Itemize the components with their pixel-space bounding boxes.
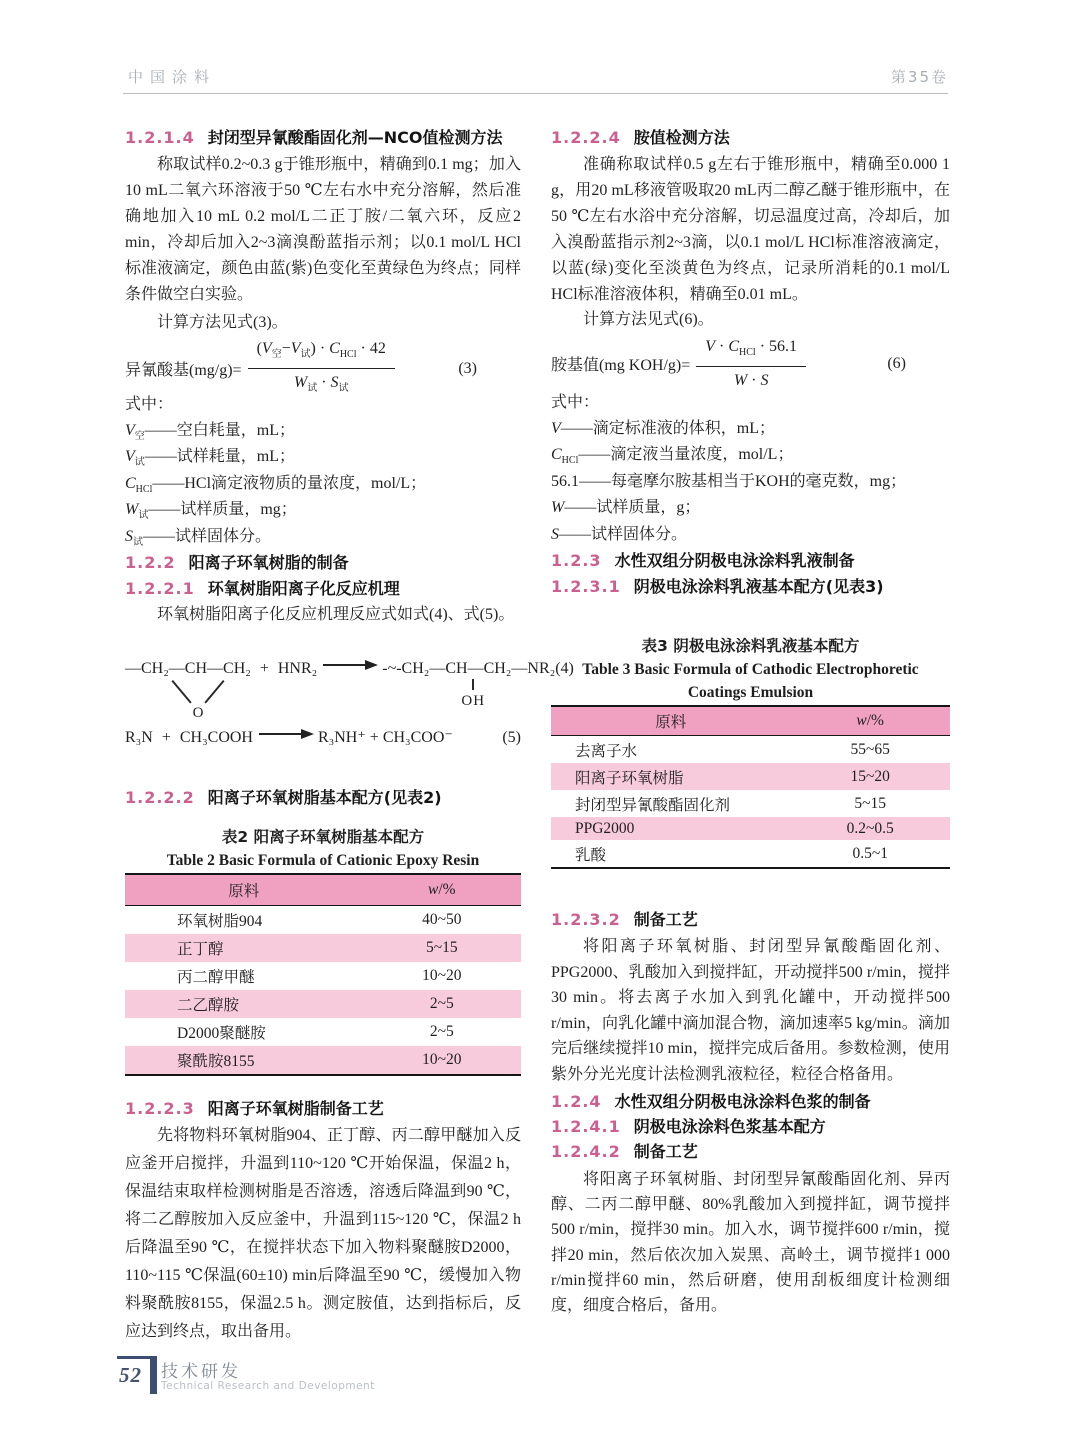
table-row: 封闭型异氰酸酯固化剂 5~15 — [575, 794, 887, 814]
equation-number: (6) — [887, 354, 906, 372]
acid-formula: CH₃COOH — [179, 729, 253, 746]
plus-sign: + — [161, 729, 171, 746]
section-title: 制备工艺 — [633, 1142, 698, 1161]
section-title: 阴极电泳涂料色浆基本配方 — [633, 1117, 826, 1136]
right-column — [551, 0, 950, 1444]
section-heading-1242 — [551, 1140, 950, 1164]
amine-formula: R₃N — [125, 729, 153, 746]
table-header-row — [125, 874, 521, 906]
formula-3 — [125, 338, 521, 399]
paragraph: 将阳离子环氧树脂、封闭型异氰酸酯固化剂、异丙醇、二丙二醇甲醚、80%乳酸加入到搅拌缸，调节搅拌500 r/min，搅拌30 min。加入水，调节搅拌600 r/min，搅拌20 min，然后依次加入炭黑、高岭土，调节搅拌1 000 r/min搅拌60 min，然后研磨，使用刮板细度计检测细度，细度合格后，备用。 — [551, 1171, 950, 1315]
section-heading-1224 — [551, 126, 950, 150]
table-row: PPG2000 0.2~0.5 — [551, 817, 950, 840]
page-number: 52 — [119, 1363, 142, 1387]
ring-bond — [204, 680, 224, 703]
epoxide-formula: —CH₂—CH—CH₂ — [125, 660, 251, 677]
definition-line: $C_{HCl}——$滴定液当量浓度，mol/L； — [551, 446, 794, 467]
table-row: 阳离子环氧树脂 15~20 — [551, 763, 950, 790]
equation-4 — [125, 658, 574, 721]
table-2 — [125, 873, 521, 1076]
section-number: 1.2.4 — [551, 1092, 602, 1111]
product-formula: -~-CH₂—CH—CH₂—NR₂ — [382, 660, 556, 677]
equation-number: (5) — [502, 729, 521, 746]
section-title: 阴极电泳涂料乳液基本配方(见表3) — [633, 577, 884, 596]
table-row: 二乙醇胺 2~5 — [125, 990, 521, 1018]
section-number: 1.2.4.2 — [551, 1142, 621, 1161]
page-number-flag — [117, 1356, 157, 1394]
definition-line: $W_试——$试样质量，mg； — [125, 501, 297, 522]
product-structure — [382, 658, 556, 709]
definition-line: $V_空——$空白耗量，mL； — [125, 422, 296, 443]
table-row: D2000聚醚胺 2~5 — [177, 1023, 454, 1042]
table-row: 环氧树脂904 40~50 — [177, 911, 462, 930]
equation-number: (3) — [458, 359, 477, 377]
section-number: 1.2.1.4 — [125, 128, 195, 147]
section-heading-1222 — [125, 786, 521, 810]
where-label: 式中： — [125, 396, 174, 413]
section-title: 阳离子环氧树脂基本配方(见表2) — [207, 788, 442, 807]
plus-sign: + — [259, 660, 269, 677]
definition-line: W——试样质量，g； — [551, 499, 701, 516]
col-header-wpercent: w/% — [790, 706, 950, 736]
paragraph: 计算方法见式(6)。 — [583, 311, 714, 328]
section-number: 1.2.4.1 — [551, 1117, 621, 1136]
section-title: 阳离子环氧树脂制备工艺 — [207, 1099, 384, 1118]
footer-section-zh: 技术研发 — [161, 1362, 241, 1382]
table-row: 去离子水 55~65 — [575, 740, 890, 760]
denominator: W · S — [733, 372, 769, 390]
section-title: 水性双组分阴极电泳涂料色浆的制备 — [614, 1092, 871, 1111]
amine-formula: HNR₂ — [277, 660, 318, 677]
formula-6 — [551, 336, 950, 391]
col-header-material: 原料 — [125, 874, 363, 906]
section-number: 1.2.2.2 — [125, 788, 195, 807]
table-3 — [551, 705, 950, 869]
section-number: 1.2.2.1 — [125, 579, 195, 598]
definition-line: V——滴定标准液的体积，mL； — [551, 420, 776, 437]
section-title: 胺值检测方法 — [633, 128, 730, 147]
paragraph: 先将物料环氧树脂904、正丁醇、丙二醇甲醚加入反应釜开启搅拌，升温到110~120 ℃开始保温，保温2 h，保温结束取样检测树脂是否溶透，溶透后降温到90 ℃，将二乙醇胺加入反应釜中，升温到115~120 ℃，保温2 h后降温至90 ℃，在搅拌状态下加入物料聚醚胺D2000，110~115 ℃保温(60±10) min后降温至90 ℃，缓慢加入物料聚酰胺8155，保温2.5 h。测定胺值，达到指标后，反应达到终点，取出备用。 — [125, 1127, 521, 1340]
paragraph: 准确称取试样0.5 g左右于锥形瓶中，精确至0.000 1 g，用20 mL移液管吸取20 mL丙二醇乙醚于锥形瓶中，在50 ℃左右水浴中充分溶解，切忌温度过高，冷却后，加入溴酚蓝指示剂2~3滴，以0.1 mol/L HCl标准溶液滴定，以蓝(绿)变化至淡黄色为终点，记录所消耗的0.1 mol/L HCl标准溶液体积，精确至0.01 mL。 — [551, 156, 950, 303]
bond-line — [472, 679, 474, 690]
section-heading-1221 — [125, 577, 521, 601]
definition-line: 56.1——每毫摩尔胺基相当于KOH的毫克数，mg； — [551, 473, 907, 490]
table-2-caption-en: Table 2 Basic Formula of Cationic Epoxy Resin — [166, 852, 480, 869]
section-title: 制备工艺 — [633, 910, 698, 929]
table-2-caption-zh: 表2 阳离子环氧树脂基本配方 — [221, 828, 425, 846]
product-formula: R₃NH⁺ + CH₃COO⁻ — [317, 729, 453, 746]
where-label: 式中： — [551, 394, 600, 411]
journal-title: 中国涂料 — [128, 68, 217, 86]
paragraph: 计算方法见式(3)。 — [157, 314, 288, 331]
section-title: 阳离子环氧树脂的制备 — [188, 553, 349, 572]
section-heading-1232 — [551, 908, 950, 932]
formula-lhs: 胺基值(mg KOH/g)= — [551, 357, 691, 375]
section-heading-1231 — [551, 575, 950, 599]
section-heading-123 — [551, 549, 950, 573]
section-title: 环氧树脂阳离子化反应机理 — [207, 579, 400, 598]
ring-bond — [172, 680, 192, 703]
hydroxyl-group: OH — [456, 679, 490, 712]
section-number: 1.2.3.2 — [551, 910, 621, 929]
reaction-arrow-icon — [259, 729, 314, 739]
table-row: 正丁醇 5~15 — [125, 934, 521, 962]
volume-label: 第35卷 — [890, 68, 948, 86]
paragraph: 称取试样0.2~0.3 g于锥形瓶中，精确到0.1 mg；加入10 mL二氧六环溶液于50 ℃左右水中充分溶解，然后准确地加入10 mL 0.2 mol/L二正丁胺/二氧六环，反应2 min，冷却后加入2~3滴溴酚蓝指示剂；以0.1 mol/L HCl标准液滴定，颜色由蓝(紫)色变化至黄绿色为终点；同样条件做空白实验。 — [125, 156, 521, 303]
section-heading-1241 — [551, 1115, 950, 1139]
definition-line: $S_试——$试样固体分。 — [125, 528, 272, 549]
left-column — [125, 0, 574, 1444]
denominator: $W_试 \cdot S_试$ — [293, 374, 349, 395]
table-3-caption-en2: Coatings Emulsion — [687, 684, 814, 701]
epoxide-ring — [171, 679, 225, 721]
section-number: 1.2.3 — [551, 551, 602, 570]
equation-5 — [125, 727, 521, 748]
section-heading-1223 — [125, 1097, 521, 1121]
epoxide-structure — [125, 658, 251, 721]
equation-number: (4) — [555, 660, 574, 677]
section-heading-1214 — [125, 126, 521, 150]
table-3-caption-en: Table 3 Basic Formula of Cathodic Electrophoretic — [582, 661, 919, 678]
section-number: 1.2.2 — [125, 553, 176, 572]
definition-line: $C_{HCl}——HCl$滴定液物质的量浓度，mol/L； — [125, 475, 427, 496]
section-title: 封闭型异氰酸酯固化剂—NCO值检测方法 — [207, 128, 503, 147]
table-row: 丙二醇甲醚 10~20 — [177, 967, 462, 986]
paragraph: 将阳离子环氧树脂、封闭型异氰酸酯固化剂、PPG2000、乳酸加入到搅拌缸，开动搅拌500 r/min，搅拌30 min。将去离子水加入到乳化罐中，开动搅拌500 r/min，向乳化罐中滴加混合物，滴加速率5 kg/min。滴加完后继续搅拌10 min，搅拌完成后备用。参数检测，使用紫外分光光度计法检测乳液粒径，粒径合格备用。 — [551, 938, 950, 1083]
table-header-row — [551, 706, 950, 736]
fraction — [248, 338, 395, 399]
section-heading-122 — [125, 551, 521, 575]
formula-lhs: 异氰酸基(mg/g)= — [125, 362, 242, 380]
col-header-material: 原料 — [551, 706, 790, 736]
col-header-wpercent: w/% — [363, 874, 521, 906]
definition-line: $V_试——$试样耗量，mL； — [125, 448, 296, 469]
numerator: $V \cdot C_{HCl} \cdot 56.1$ — [696, 336, 806, 367]
fraction — [696, 336, 806, 391]
paragraph: 环氧树脂阳离子化反应机理反应式如式(4)、式(5)。 — [157, 606, 515, 623]
section-number: 1.2.2.3 — [125, 1099, 195, 1118]
table-3-caption-zh: 表3 阴极电泳涂料乳液基本配方 — [641, 637, 860, 655]
section-number: 1.2.2.4 — [551, 128, 621, 147]
table-row: 聚酰胺8155 10~20 — [125, 1046, 521, 1075]
numerator: $(V_空-V_试) \cdot C_{HCl} \cdot 42$ — [248, 338, 395, 369]
table-row: 乳酸 0.5~1 — [575, 844, 888, 864]
section-title: 水性双组分阴极电泳涂料乳液制备 — [614, 551, 855, 570]
ring-oxygen: O — [192, 705, 204, 721]
footer-section-en: Technical Research and Development — [161, 1380, 375, 1392]
definition-line: S——试样固体分。 — [551, 526, 688, 543]
section-number: 1.2.3.1 — [551, 577, 621, 596]
reaction-arrow-icon — [323, 660, 378, 670]
section-heading-124 — [551, 1090, 950, 1114]
